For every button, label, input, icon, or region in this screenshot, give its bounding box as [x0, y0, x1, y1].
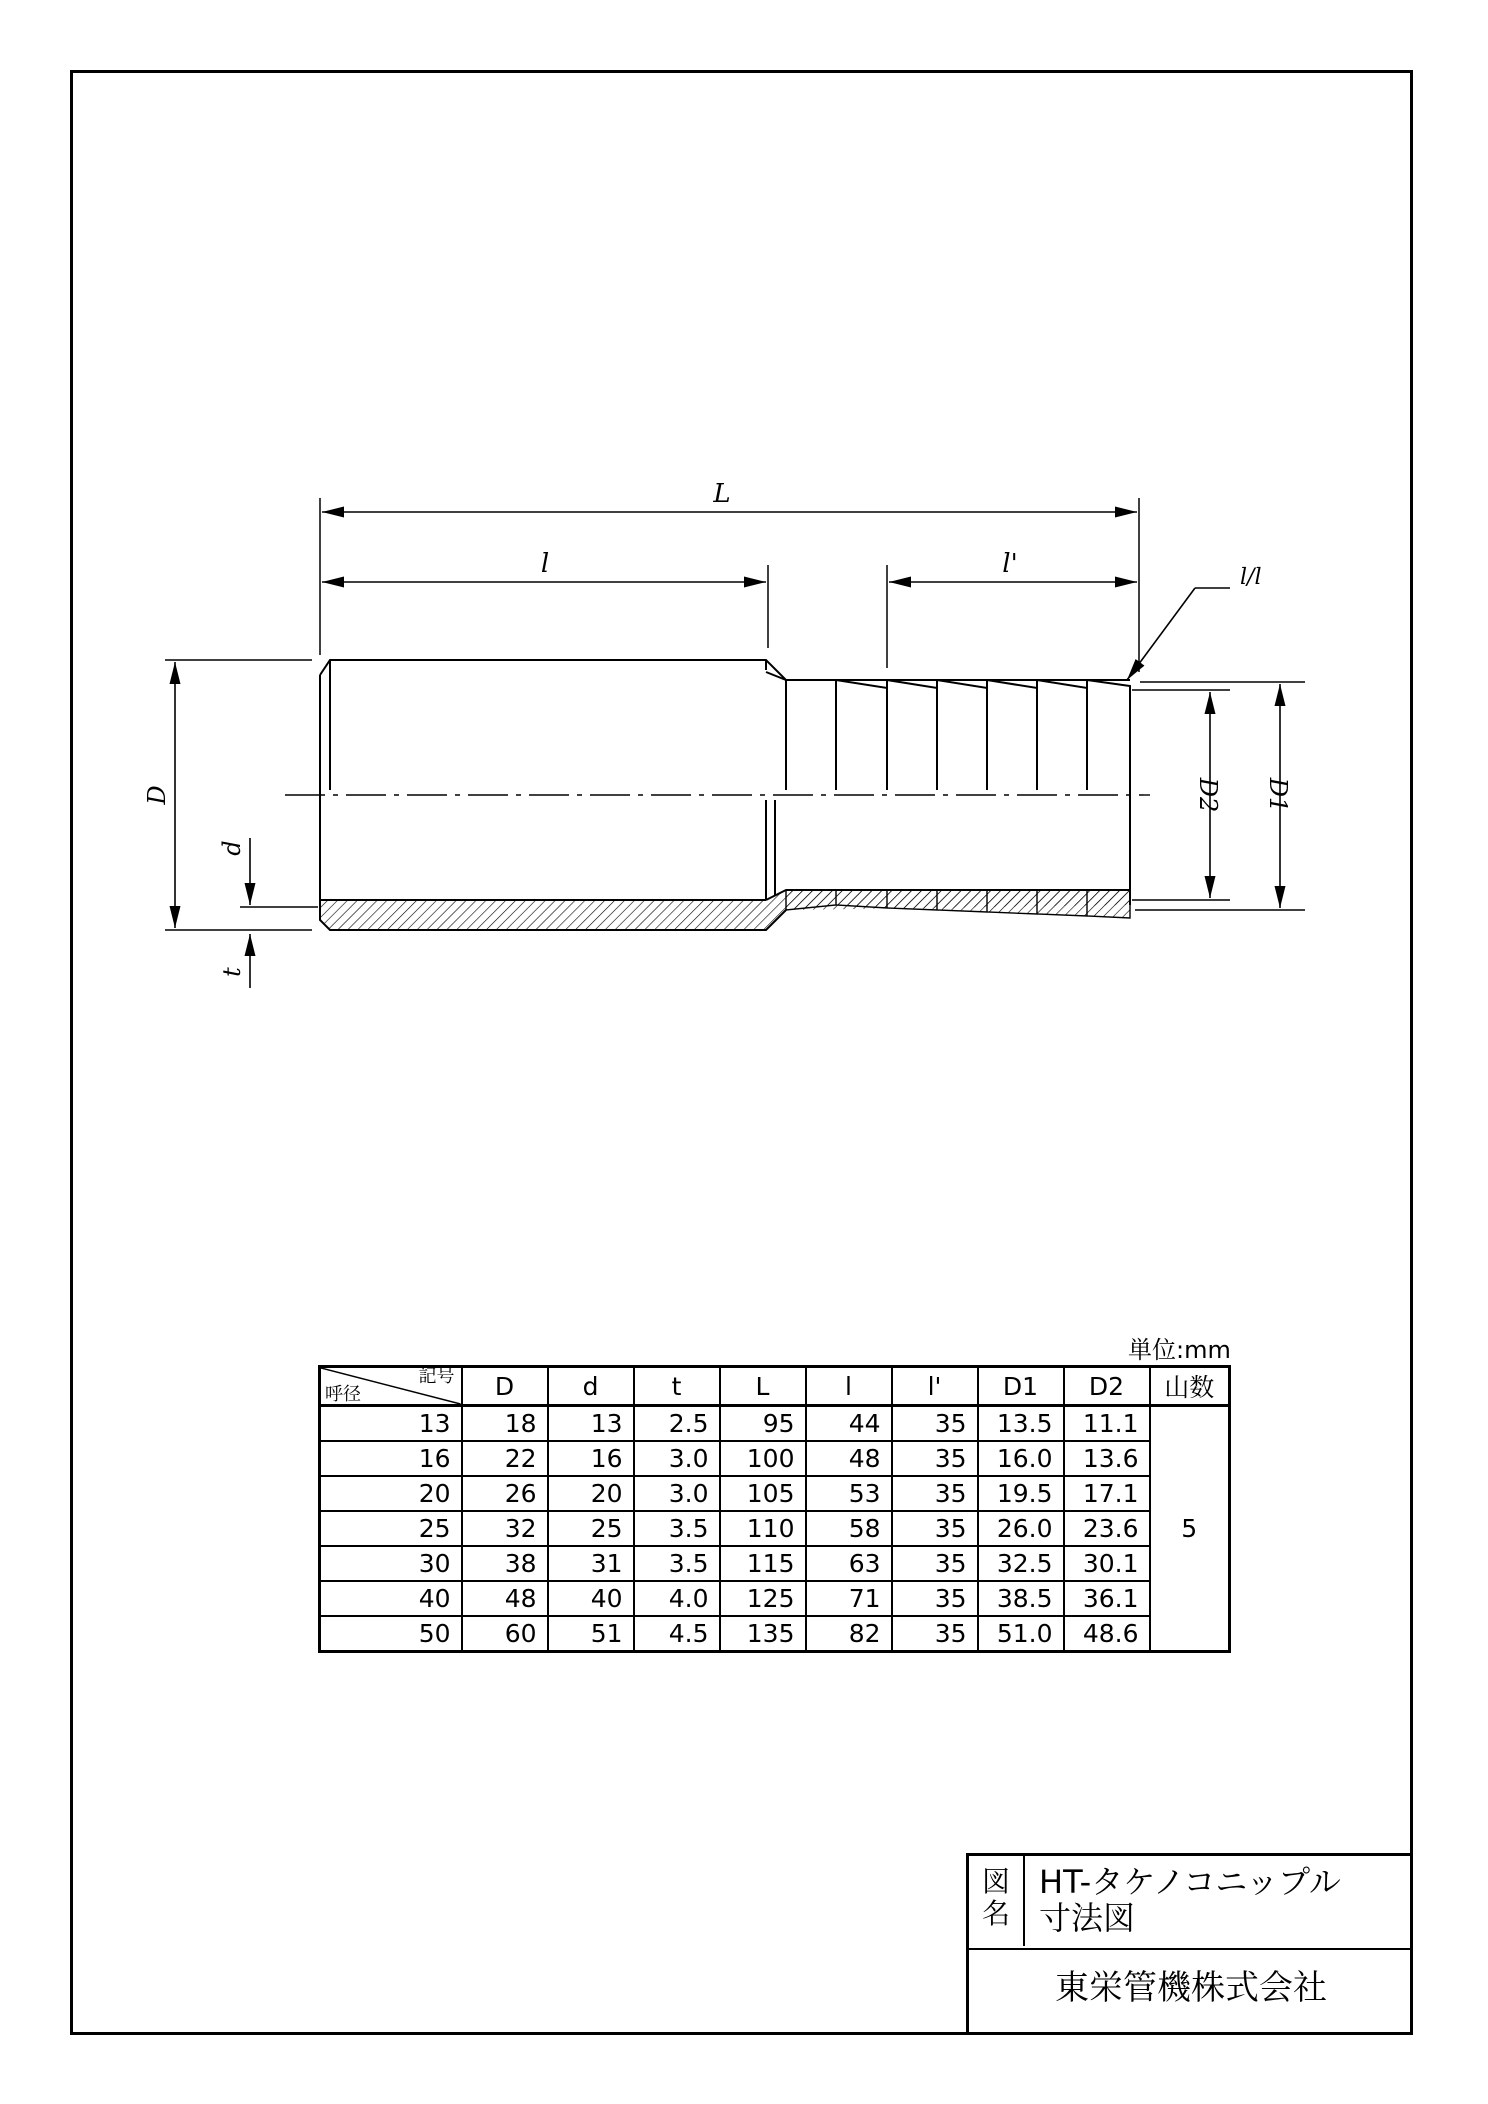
cell-D: 32	[462, 1511, 548, 1546]
cell-D2: 36.1	[1064, 1581, 1150, 1616]
col-header: L	[720, 1367, 806, 1406]
cell-L: 115	[720, 1546, 806, 1581]
col-header: t	[634, 1367, 720, 1406]
title-label-line1: 図	[981, 1865, 1010, 1898]
cell-D2: 13.6	[1064, 1441, 1150, 1476]
table-header	[320, 1367, 1230, 1406]
cell-size: 40	[320, 1581, 462, 1616]
cell-l: 53	[806, 1476, 892, 1511]
cell-size: 25	[320, 1511, 462, 1546]
cell-size: 20	[320, 1476, 462, 1511]
cell-l: 48	[806, 1441, 892, 1476]
cell-L: 100	[720, 1441, 806, 1476]
company-name: 東栄管機株式会社	[1055, 1968, 1327, 2008]
label-D1: D1	[1264, 777, 1292, 813]
cell-L: 135	[720, 1616, 806, 1652]
cell-D1: 16.0	[978, 1441, 1064, 1476]
cell-d: 40	[548, 1581, 634, 1616]
cell-D1: 19.5	[978, 1476, 1064, 1511]
cell-d: 25	[548, 1511, 634, 1546]
col-header: D1	[978, 1367, 1064, 1406]
corner-symbol-label: 記号	[418, 1366, 455, 1387]
cell-t: 4.5	[634, 1616, 720, 1652]
cell-t: 3.5	[634, 1511, 720, 1546]
cell-D: 48	[462, 1581, 548, 1616]
cell-l: 71	[806, 1581, 892, 1616]
corner-size-label: 呼径	[325, 1384, 361, 1405]
corner-cell	[320, 1367, 462, 1406]
title-label-line2: 名	[981, 1897, 1010, 1930]
label-D: D	[143, 785, 171, 805]
cell-d: 51	[548, 1616, 634, 1652]
cell-D: 18	[462, 1406, 548, 1442]
label-l-prime: l'	[1002, 549, 1018, 579]
cell-l: 58	[806, 1511, 892, 1546]
label-L: L	[713, 479, 731, 509]
drawing-name	[1039, 1864, 1341, 1936]
cell-D1: 13.5	[978, 1406, 1064, 1442]
col-header: D	[462, 1367, 548, 1406]
table-row	[320, 1511, 1230, 1546]
cell-l-prime: 35	[892, 1406, 978, 1442]
cell-D1: 26.0	[978, 1511, 1064, 1546]
cell-D1: 38.5	[978, 1581, 1064, 1616]
cell-d: 31	[548, 1546, 634, 1581]
cell-D: 22	[462, 1441, 548, 1476]
cell-D2: 48.6	[1064, 1616, 1150, 1652]
cell-D: 38	[462, 1546, 548, 1581]
cell-D: 26	[462, 1476, 548, 1511]
dimension-table	[318, 1365, 1231, 1653]
label-d: d	[218, 840, 246, 856]
cell-size: 50	[320, 1616, 462, 1652]
cell-l-prime: 35	[892, 1441, 978, 1476]
table-row	[320, 1581, 1230, 1616]
cell-D2: 30.1	[1064, 1546, 1150, 1581]
cell-size: 30	[320, 1546, 462, 1581]
cell-l: 82	[806, 1616, 892, 1652]
cell-d: 16	[548, 1441, 634, 1476]
cell-threads: 5	[1150, 1406, 1230, 1652]
cell-D2: 11.1	[1064, 1406, 1150, 1442]
cell-size: 13	[320, 1406, 462, 1442]
cell-l-prime: 35	[892, 1546, 978, 1581]
col-header: 山数	[1150, 1367, 1230, 1406]
cell-D1: 51.0	[978, 1616, 1064, 1652]
title-divider	[969, 1948, 1413, 1950]
title-label	[969, 1856, 1025, 1946]
cell-l-prime: 35	[892, 1616, 978, 1652]
table-row	[320, 1616, 1230, 1652]
cell-l-prime: 35	[892, 1511, 978, 1546]
extension-lines	[165, 498, 1305, 930]
cell-d: 20	[548, 1476, 634, 1511]
cell-D: 60	[462, 1616, 548, 1652]
label-thread: l/l	[1240, 565, 1262, 590]
cell-D1: 32.5	[978, 1546, 1064, 1581]
table-row	[320, 1546, 1230, 1581]
cell-L: 95	[720, 1406, 806, 1442]
cell-t: 3.0	[634, 1476, 720, 1511]
cell-l: 44	[806, 1406, 892, 1442]
cell-l-prime: 35	[892, 1581, 978, 1616]
table-row	[320, 1441, 1230, 1476]
cell-L: 110	[720, 1511, 806, 1546]
title-block	[966, 1853, 1413, 2035]
cell-d: 13	[548, 1406, 634, 1442]
cell-l: 63	[806, 1546, 892, 1581]
cell-t: 2.5	[634, 1406, 720, 1442]
col-header: l'	[892, 1367, 978, 1406]
cell-t: 3.5	[634, 1546, 720, 1581]
cell-D2: 17.1	[1064, 1476, 1150, 1511]
label-D2: D2	[1194, 777, 1222, 813]
cell-D2: 23.6	[1064, 1511, 1150, 1546]
label-l: l	[540, 549, 550, 579]
cell-t: 4.0	[634, 1581, 720, 1616]
unit-label: 単位:mm	[1128, 1336, 1231, 1364]
label-t: t	[218, 967, 246, 977]
cell-L: 105	[720, 1476, 806, 1511]
table-row	[320, 1406, 1230, 1442]
cell-t: 3.0	[634, 1441, 720, 1476]
drawing-name-line1: HT-タケノコニップル	[1039, 1863, 1341, 1901]
table-row	[320, 1476, 1230, 1511]
col-header: D2	[1064, 1367, 1150, 1406]
drawing-name-line2: 寸法図	[1039, 1899, 1136, 1937]
cell-L: 125	[720, 1581, 806, 1616]
cell-size: 16	[320, 1441, 462, 1476]
cell-l-prime: 35	[892, 1476, 978, 1511]
col-header: d	[548, 1367, 634, 1406]
col-header: l	[806, 1367, 892, 1406]
